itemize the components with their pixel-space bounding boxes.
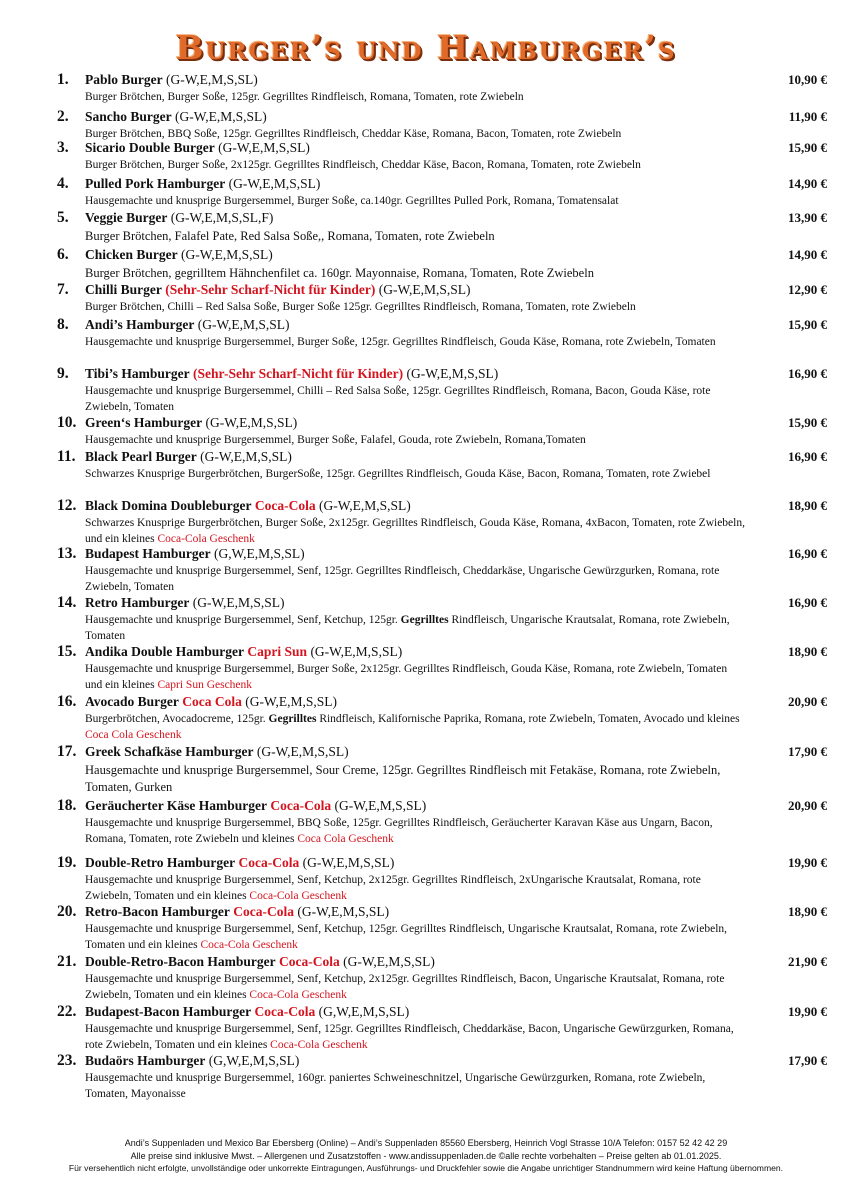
item-description — [85, 228, 745, 245]
item-description — [85, 433, 745, 449]
item-number: 17. — [57, 743, 77, 760]
item-description-text: Rindfleisch, Ungarische Krautsalat, Romana, rote Zwiebeln, Tomaten — [85, 614, 730, 642]
item-number: 20. — [57, 903, 77, 920]
item-allergens: (G-W,E,M,S,SL) — [202, 415, 298, 430]
item-name: Retro-Bacon Hamburger — [85, 904, 230, 919]
item-price: 18,90 € — [788, 904, 827, 919]
item-number: 22. — [57, 1003, 77, 1020]
item-gift: Coca-Cola Geschenk — [200, 938, 298, 951]
item-heading — [85, 1003, 765, 1021]
item-allergens: (G,W,E,M,S,SL) — [205, 1053, 300, 1068]
item-description-text: Hausgemachte und knusprige Burgersemmel, Senf, 125gr. Gegrilltes Rindfleisch, Cheddarkäse, Bacon, Ungarische Gewürzgurken, Romana, rote Zwiebeln, Tomaten und ein kleines — [85, 1023, 734, 1051]
item-heading — [85, 594, 765, 612]
item-number: 11. — [57, 448, 76, 465]
item-heading — [85, 246, 765, 264]
item-number: 23. — [57, 1052, 77, 1069]
item-description-text: Rindfleisch, Kalifornische Paprika, Romana, rote Zwiebeln, Tomaten, Avocado und kleines — [316, 713, 740, 725]
item-price: 13,90 € — [788, 210, 827, 225]
item-description — [85, 712, 745, 743]
item-number: 5. — [57, 209, 69, 226]
item-name: Sicario Double Burger — [85, 140, 215, 155]
item-description-text: Burgerbrötchen, Avocadocreme, 125gr. — [85, 713, 269, 725]
item-number: 16. — [57, 693, 77, 710]
footer-disclaimer: Für versehentlich nicht erfolgte, unvollständige oder unkorrekte Eintragungen, Ausführungs- und Druckfehler sowie die Angabe unrichtiger Standnummern wird keine Haftung übernommen. — [68, 1163, 784, 1173]
item-price: 15,90 € — [788, 317, 827, 332]
item-heading — [85, 209, 765, 227]
item-description — [85, 662, 745, 693]
item-number: 15. — [57, 643, 77, 660]
item-number: 6. — [57, 246, 69, 263]
item-heading — [85, 497, 765, 515]
item-price: 14,90 € — [788, 176, 827, 191]
item-highlight: (Sehr-Sehr Scharf-Nicht für Kinder) — [165, 282, 376, 297]
item-allergens: (G-W,E,M,S,SL) — [293, 904, 390, 919]
item-price: 20,90 € — [788, 798, 827, 813]
item-description — [85, 90, 745, 106]
item-heading — [85, 281, 765, 299]
item-description — [85, 300, 745, 316]
item-number: 18. — [57, 797, 77, 814]
item-description — [85, 564, 745, 595]
item-description-text: Burger Brötchen, BBQ Soße, 125gr. Gegrilltes Rindfleisch, Cheddar Käse, Romana, Bacon, Tomaten, rote Zwiebeln — [85, 128, 622, 140]
item-highlight: Capri Sun — [247, 644, 308, 659]
item-gift: Coca Cola Geschenk — [297, 832, 394, 845]
item-allergens: (G,W,E,M,S,SL) — [315, 1004, 410, 1019]
item-allergens: (G-W,E,M,S,SL) — [403, 366, 499, 381]
item-name: Double-Retro-Bacon Hamburger — [85, 954, 276, 969]
item-allergens: (G-W,E,M,S,SL) — [189, 595, 285, 610]
footer-notice: Alle preise sind inklusive Mwst. – Allergenen und Zusatzstoffen - www.andissuppenladen.de ©alle rechte vorbehalten – Preise gelten ab 01.01.2025. — [130, 1150, 722, 1161]
item-name: Andika Double Hamburger — [85, 644, 245, 659]
item-heading — [85, 693, 765, 711]
footer — [0, 1137, 852, 1175]
item-number: 1. — [57, 71, 69, 88]
item-description — [85, 265, 745, 282]
item-description-text: Hausgemachte und knusprige Burgersemmel, Senf, Ketchup, 2x125gr. Gegrilltes Rindfleisch, Bacon, Ungarische Krautsalat, Romana, rote Zwiebeln, Tomaten und ein kleines — [85, 973, 725, 1001]
item-highlight: Coca-Cola — [254, 498, 316, 513]
item-price: 14,90 € — [788, 247, 827, 262]
item-description-bold: Gegrilltes — [400, 614, 449, 626]
item-highlight: (Sehr-Sehr Scharf-Nicht für Kinder) — [193, 366, 404, 381]
item-description — [85, 873, 745, 904]
item-number: 14. — [57, 594, 77, 611]
item-number: 8. — [57, 316, 69, 333]
item-heading — [85, 643, 765, 661]
item-allergens: (G-W,E,M,S,SL) — [214, 140, 310, 155]
item-heading — [85, 175, 765, 193]
item-name: Andi’s Hamburger — [85, 317, 195, 332]
item-number: 12. — [57, 497, 77, 514]
item-gift: Capri Sun Geschenk — [157, 678, 253, 691]
item-allergens: (G-W,E,M,S,SL) — [241, 694, 338, 709]
item-description — [85, 384, 745, 415]
item-description-text: Burger Brötchen, Chilli – Red Salsa Soße, Burger Soße 125gr. Gegrilltes Rindfleisch, Romana, Tomaten, rote Zwiebeln — [85, 301, 636, 313]
item-price: 16,90 € — [788, 595, 827, 610]
item-price: 16,90 € — [788, 546, 827, 561]
item-number: 19. — [57, 854, 77, 871]
item-name: Tibi’s Hamburger — [85, 366, 190, 381]
item-heading — [85, 108, 765, 126]
item-name: Greek Schafkäse Hamburger — [85, 744, 254, 759]
item-allergens: (G-W,E,M,S,SL) — [225, 176, 321, 191]
item-gift: Coca-Cola Geschenk — [249, 889, 347, 902]
item-description — [85, 158, 745, 174]
item-description-text: Hausgemachte und knusprige Burgersemmel, BBQ Soße, 125gr. Gegrilltes Rindfleisch, Geräucherter Karavan Käse aus Ungarn, Bacon, Romana, Tomaten, rote Zwiebeln und kleines — [85, 817, 713, 845]
item-name: Pablo Burger — [85, 72, 163, 87]
item-heading — [85, 365, 765, 383]
item-description — [85, 335, 745, 351]
item-heading — [85, 1052, 765, 1070]
item-allergens: (G-W,E,M,S,SL,F) — [167, 210, 274, 225]
item-description-text: Schwarzes Knusprige Burgerbrötchen, BurgerSoße, 125gr. Gegrilltes Rindfleisch, Gouda Käse, Bacon, Romana, Tomaten, rote Zwiebel — [85, 468, 711, 480]
item-number: 7. — [57, 281, 69, 298]
item-name: Double-Retro Hamburger — [85, 855, 236, 870]
item-allergens: (G,W,E,M,S,SL) — [210, 546, 305, 561]
item-highlight: Coca-Cola — [270, 798, 332, 813]
item-price: 16,90 € — [788, 449, 827, 464]
item-allergens: (G-W,E,M,S,SL) — [162, 72, 258, 87]
item-description — [85, 194, 745, 210]
item-allergens: (G-W,E,M,S,SL) — [331, 798, 427, 813]
item-number: 4. — [57, 175, 69, 192]
item-gift: Coca-Cola Geschenk — [270, 1038, 368, 1051]
item-description-text: Hausgemachte und knusprige Burgersemmel, Burger Soße, ca.140gr. Gegrilltes Pulled Pork, Romana, Tomatensalat — [85, 195, 619, 207]
item-number: 3. — [57, 139, 69, 156]
item-price: 19,90 € — [788, 1004, 827, 1019]
item-price: 16,90 € — [788, 366, 827, 381]
item-heading — [85, 797, 765, 815]
item-description-text: Hausgemachte und knusprige Burgersemmel, Senf, 125gr. Gegrilltes Rindfleisch, Cheddarkäse, Ungarische Gewürzgurken, Romana, rote Zwiebeln, Tomaten — [85, 565, 720, 593]
item-description — [85, 1022, 745, 1053]
item-description — [85, 1071, 745, 1102]
item-heading — [85, 139, 765, 157]
item-description-text: Hausgemachte und knusprige Burgersemmel, Sour Creme, 125gr. Gegrilltes Rindfleisch mit Fetakäse, Romana, rote Zwiebeln, Tomaten, Gurken — [85, 763, 721, 794]
item-description — [85, 467, 745, 483]
item-name: Chilli Burger — [85, 282, 162, 297]
footer-address: Andi’s Suppenladen und Mexico Bar Ebersberg (Online) – Andi’s Suppenladen 85560 Ebersberg, Heinrich Vogl Strasse 10/A Telefon: 0157 52 42 42 29 — [124, 1138, 728, 1148]
item-highlight: Coca-Cola — [254, 1004, 316, 1019]
item-highlight: Coca Cola — [182, 694, 242, 709]
item-heading — [85, 316, 765, 334]
item-price: 15,90 € — [788, 415, 827, 430]
item-gift: Coca-Cola Geschenk — [157, 532, 255, 545]
item-description-text: Hausgemachte und knusprige Burgersemmel, Senf, Ketchup, 2x125gr. Gegrilltes Rindfleisch, 2xUngarische Krautsalat, Romana, rote Zwiebeln, Tomaten und ein kleines — [85, 874, 701, 902]
item-price: 21,90 € — [788, 954, 827, 969]
item-number: 13. — [57, 545, 77, 562]
item-description-text: Hausgemachte und knusprige Burgersemmel, 160gr. paniertes Schweineschnitzel, Ungarische Gewürzgurken, Romana, rote Zwiebeln, Tomaten, Mayonaisse — [85, 1072, 706, 1100]
item-price: 17,90 € — [788, 1053, 827, 1068]
item-allergens: (G-W,E,M,S,SL) — [307, 644, 403, 659]
item-heading — [85, 854, 765, 872]
item-description-text: Schwarzes Knusprige Burgerbrötchen, Burger Soße, 2x125gr. Gegrilltes Rindfleisch, Gouda Käse, Romana, 4xBacon, Tomaten, rote Zwiebeln, und ein kleines — [85, 517, 745, 545]
item-number: 10. — [57, 414, 77, 431]
item-number: 9. — [57, 365, 69, 382]
item-highlight: Coca-Cola — [278, 954, 340, 969]
item-description — [85, 613, 745, 644]
item-heading — [85, 953, 765, 971]
item-description — [85, 972, 745, 1003]
item-heading — [85, 743, 765, 761]
item-name: Retro Hamburger — [85, 595, 190, 610]
item-allergens: (G-W,E,M,S,SL) — [299, 855, 395, 870]
item-description-text: Burger Brötchen, Falafel Pate, Red Salsa Soße,, Romana, Tomaten, rote Zwiebeln — [85, 229, 495, 243]
item-name: Black Pearl Burger — [85, 449, 197, 464]
item-description-text: Burger Brötchen, Burger Soße, 2x125gr. Gegrilltes Rindfleisch, Cheddar Käse, Bacon, Romana, Tomaten, rote Zwiebeln — [85, 159, 641, 171]
item-heading — [85, 545, 765, 563]
item-allergens: (G-W,E,M,S,SL) — [315, 498, 411, 513]
item-name: Avocado Burger — [85, 694, 179, 709]
item-price: 11,90 € — [788, 109, 827, 124]
item-allergens: (G-W,E,M,S,SL) — [339, 954, 435, 969]
item-price: 17,90 € — [788, 744, 827, 759]
item-description-text: Hausgemachte und knusprige Burgersemmel, Senf, Ketchup, 125gr. — [85, 614, 401, 626]
item-number: 21. — [57, 953, 77, 970]
item-description-text: Hausgemachte und knusprige Burgersemmel, Burger Soße, 125gr. Gegrilltes Rindfleisch, Gouda Käse, Romana, rote Zwiebeln, Tomaten — [85, 336, 716, 348]
item-highlight: Coca-Cola — [238, 855, 300, 870]
item-name: Sancho Burger — [85, 109, 172, 124]
item-description — [85, 516, 745, 547]
item-gift: Coca-Cola Geschenk — [249, 988, 347, 1001]
item-name: Geräucherter Käse Hamburger — [85, 798, 267, 813]
item-heading — [85, 414, 765, 432]
item-highlight: Coca-Cola — [233, 904, 294, 919]
item-heading — [85, 903, 765, 921]
item-description-text: Hausgemachte und knusprige Burgersemmel, Senf, Ketchup, 125gr. Gegrilltes Rindfleisch, Ungarische Krautsalat, Romana, rote Zwiebeln, Tomaten und ein kleines — [85, 923, 728, 951]
item-allergens: (G-W,E,M,S,SL) — [196, 449, 292, 464]
item-name: Budaörs Hamburger — [85, 1053, 206, 1068]
item-description-bold: Gegrilltes — [268, 713, 317, 725]
item-name: Veggie Burger — [85, 210, 168, 225]
item-heading — [85, 71, 765, 89]
item-gift: Coca Cola Geschenk — [85, 728, 182, 741]
item-description-text: Burger Brötchen, Burger Soße, 125gr. Gegrilltes Rindfleisch, Romana, Tomaten, rote Zwiebeln — [85, 91, 524, 103]
item-price: 19,90 € — [788, 855, 827, 870]
item-name: Budapest-Bacon Hamburger — [85, 1004, 252, 1019]
item-price: 15,90 € — [788, 140, 827, 155]
item-description — [85, 762, 745, 796]
item-name: Black Domina Doubleburger — [85, 498, 252, 513]
item-allergens: (G-W,E,M,S,SL) — [177, 247, 273, 262]
item-allergens: (G-W,E,M,S,SL) — [253, 744, 349, 759]
item-price: 18,90 € — [788, 498, 827, 513]
item-price: 20,90 € — [788, 694, 827, 709]
item-price: 10,90 € — [788, 72, 827, 87]
item-number: 2. — [57, 108, 69, 125]
item-name: Chicken Burger — [85, 247, 178, 262]
item-description-text: Burger Brötchen, gegrilltem Hähnchenfilet ca. 160gr. Mayonnaise, Romana, Tomaten, Rote Zwiebeln — [85, 266, 594, 280]
item-description — [85, 922, 745, 953]
menu-title: Burger’s und Hamburger’s — [175, 28, 677, 67]
item-price: 18,90 € — [788, 644, 827, 659]
item-name: Budapest Hamburger — [85, 546, 211, 561]
item-description-text: Hausgemachte und knusprige Burgersemmel, Burger Soße, 2x125gr. Gegrilltes Rindfleisch, Gouda Käse, Romana, rote Zwiebeln, Tomaten und ein kleines — [85, 663, 728, 691]
item-description-text: Hausgemachte und knusprige Burgersemmel, Burger Soße, Falafel, Gouda, rote Zwiebeln, Romana,Tomaten — [85, 434, 586, 446]
item-price: 12,90 € — [788, 282, 827, 297]
item-allergens: (G-W,E,M,S,SL) — [194, 317, 290, 332]
item-heading — [85, 448, 765, 466]
item-allergens: (G-W,E,M,S,SL) — [171, 109, 267, 124]
item-description-text: Hausgemachte und knusprige Burgersemmel, Chilli – Red Salsa Soße, 125gr. Gegrilltes Rindfleisch, Romana, Bacon, Gouda Käse, rote Zwiebeln, Tomaten — [85, 385, 711, 413]
item-allergens: (G-W,E,M,S,SL) — [375, 282, 471, 297]
item-name: Pulled Pork Hamburger — [85, 176, 226, 191]
item-name: Green‘s Hamburger — [85, 415, 203, 430]
item-description — [85, 816, 745, 847]
